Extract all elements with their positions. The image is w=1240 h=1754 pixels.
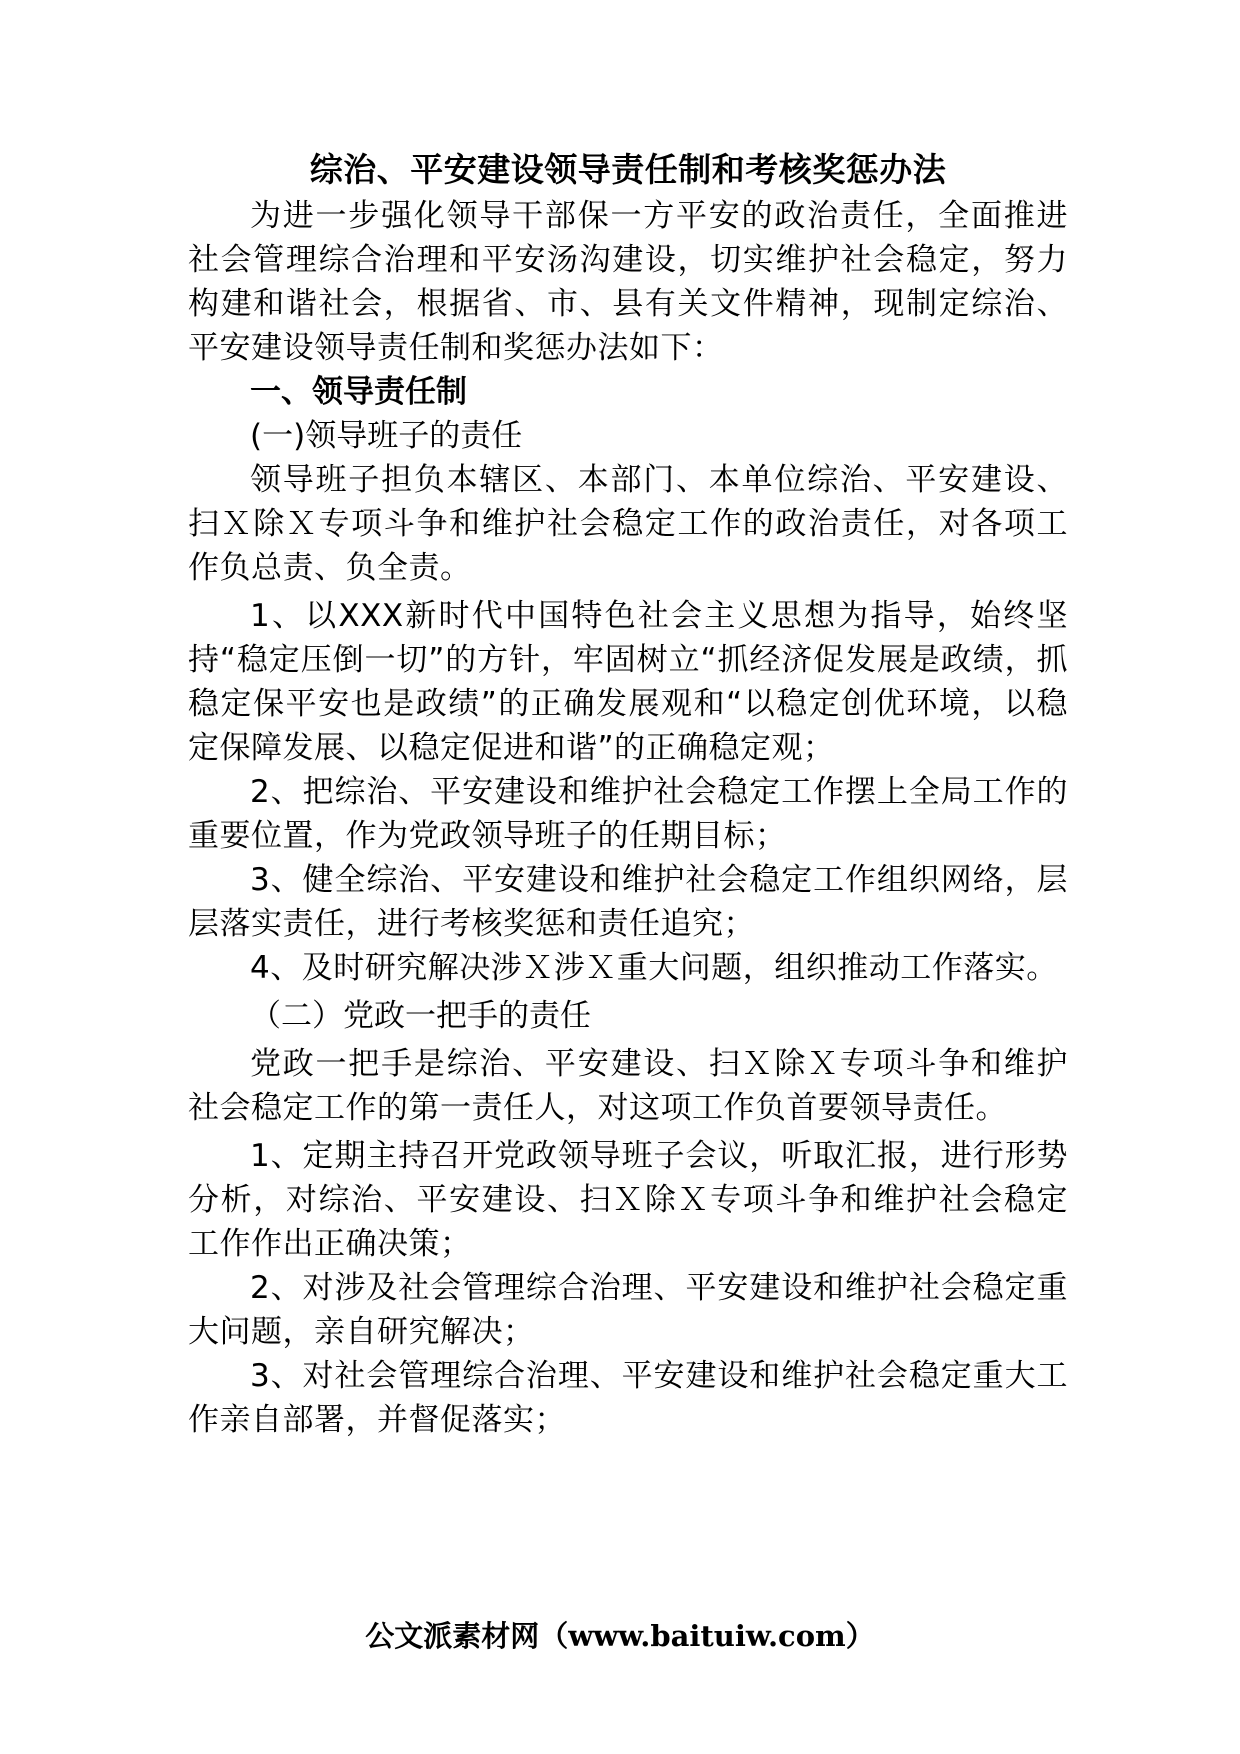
top-leader-item-3: 3、对社会管理综合治理、平安建设和维护社会稳定重大工作亲自部署，并督促落实； — [188, 1358, 1068, 1438]
leadership-team-paragraph: 领导班子担负本辖区、本部门、本单位综治、平安建设、扫Ｘ除Ｘ专项斗争和维护社会稳定工作的政治责任，对各项工作负总责、负全责。 — [188, 462, 1068, 586]
document-body — [188, 150, 1068, 1442]
top-leader-paragraph: 党政一把手是综治、平安建设、扫Ｘ除Ｘ专项斗争和维护社会稳定工作的第一责任人，对这项工作负首要领导责任。 — [188, 1046, 1068, 1126]
leadership-team-item-3: 3、健全综治、平安建设和维护社会稳定工作组织网络，层层落实责任，进行考核奖惩和责任追究； — [188, 862, 1068, 942]
leadership-team-item-2: 2、把综治、平安建设和维护社会稳定工作摆上全局工作的重要位置，作为党政领导班子的任期目标； — [188, 774, 1068, 854]
document-title: 综治、平安建设领导责任制和考核奖惩办法 — [309, 150, 947, 189]
subsection-heading-leadership-team: (一)领导班子的责任 — [250, 418, 523, 454]
subsection-heading-top-leader: （二）党政一把手的责任 — [250, 998, 591, 1034]
leadership-team-item-1: 1、以XXX新时代中国特色社会主义思想为指导，始终坚持“稳定压倒一切”的方针，牢固树立“抓经济促发展是政绩，抓稳定保平安也是政绩”的正确发展观和“以稳定创优环境，以稳定保障发展、以稳定促进和谐”的正确稳定观； — [188, 598, 1068, 766]
page-footer-source: 公文派素材网（www.baituiw.com） — [365, 1619, 875, 1653]
top-leader-item-1: 1、定期主持召开党政领导班子会议，听取汇报，进行形势分析，对综治、平安建设、扫Ｘ除Ｘ专项斗争和维护社会稳定工作作出正确决策； — [188, 1138, 1068, 1262]
leadership-team-item-4: 4、及时研究解决涉Ｘ涉Ｘ重大问题，组织推动工作落实。 — [250, 950, 1058, 986]
intro-paragraph: 为进一步强化领导干部保一方平安的政治责任，全面推进社会管理综合治理和平安汤沟建设，切实维护社会稳定，努力构建和谐社会，根据省、市、县有关文件精神，现制定综治、平安建设领导责任制和奖惩办法如下： — [188, 198, 1068, 366]
top-leader-item-2: 2、对涉及社会管理综合治理、平安建设和维护社会稳定重大问题，亲自研究解决； — [188, 1270, 1068, 1350]
section-heading-leadership-responsibility: 一、领导责任制 — [250, 374, 467, 410]
